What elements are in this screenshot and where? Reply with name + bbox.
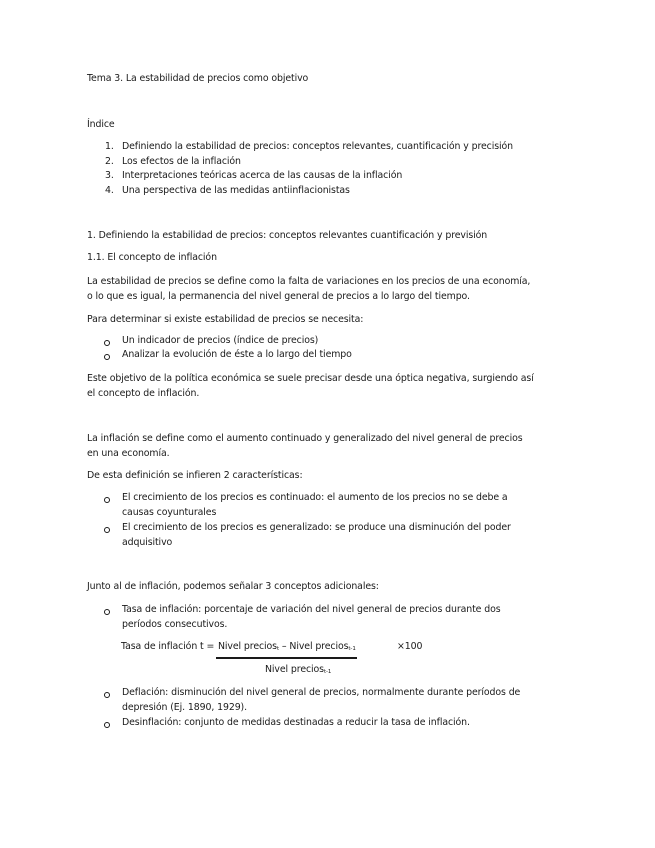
index-item-1: Definiendo la estabilidad de precios: conceptos relevantes, cuantificación y precisión [122, 141, 513, 152]
paragraph-line: o lo que es igual, la permanencia del nivel general de precios a lo largo del tiempo. [87, 291, 470, 302]
formula-denominator: Nivel precios$_{t-1}$ [265, 664, 332, 675]
paragraph-line: De esta definición se infieren 2 características: [87, 470, 303, 481]
bullet-icon [104, 722, 110, 728]
paragraph-line: La inflación se define como el aumento continuado y generalizado del nivel general de precios [87, 433, 523, 444]
bullet-icon [104, 609, 110, 615]
bullet-icon [104, 354, 110, 360]
index-heading: Índice [87, 119, 115, 130]
fraction-bar [216, 657, 357, 659]
index-item-number: 4. [105, 185, 114, 196]
formula-multiplier: ×100 [397, 641, 423, 652]
paragraph-line: Este objetivo de la política económica se suele precisar desde una óptica negativa, surgiendo así [87, 373, 534, 384]
index-item-number: 1. [105, 141, 114, 152]
list-item: Deflación: disminución del nivel general de precios, normalmente durante períodos de [122, 687, 521, 698]
index-item-2: Los efectos de la inflación [122, 156, 241, 167]
list-item: Desinflación: conjunto de medidas destinadas a reducir la tasa de inflación. [122, 717, 470, 728]
index-item-number: 3. [105, 170, 114, 181]
list-item-continuation: adquisitivo [122, 537, 173, 548]
bullet-icon [104, 692, 110, 698]
section-heading: 1. Definiendo la estabilidad de precios: conceptos relevantes cuantificación y previsión [87, 230, 488, 241]
list-item-continuation: depresión (Ej. 1890, 1929). [122, 702, 247, 713]
list-item: Analizar la evolución de éste a lo largo del tiempo [122, 349, 352, 360]
formula-numerator: Nivel precios$_t$ – Nivel precios$_{t-1}$ [218, 641, 356, 652]
bullet-icon [104, 527, 110, 533]
bullet-icon [104, 497, 110, 503]
formula-lhs: Tasa de inflación t = [121, 641, 215, 652]
paragraph-line: en una economía. [87, 448, 170, 459]
list-item: El crecimiento de los precios es continuado: el aumento de los precios no se debe a [122, 492, 508, 503]
index-item-number: 2. [105, 156, 114, 167]
index-item-3: Interpretaciones teóricas acerca de las causas de la inflación [122, 170, 403, 181]
paragraph-line: La estabilidad de precios se define como la falta de variaciones en los precios de una economía, [87, 276, 531, 287]
index-item-4: Una perspectiva de las medidas antiinflacionistas [122, 185, 350, 196]
paragraph-line: Para determinar si existe estabilidad de precios se necesita: [87, 314, 364, 325]
subsection-heading: 1.1. El concepto de inflación [87, 252, 217, 263]
list-item-continuation: causas coyunturales [122, 507, 217, 518]
paragraph-line: Junto al de inflación, podemos señalar 3 conceptos adicionales: [87, 581, 379, 592]
list-item: El crecimiento de los precios es generalizado: se produce una disminución del poder [122, 522, 511, 533]
list-item: Un indicador de precios (índice de precios) [122, 335, 319, 346]
bullet-icon [104, 340, 110, 346]
list-item-continuation: períodos consecutivos. [122, 619, 228, 630]
paragraph-line: el concepto de inflación. [87, 388, 200, 399]
list-item: Tasa de inflación: porcentaje de variación del nivel general de precios durante dos [122, 604, 501, 615]
document-title: Tema 3. La estabilidad de precios como objetivo [87, 73, 309, 84]
